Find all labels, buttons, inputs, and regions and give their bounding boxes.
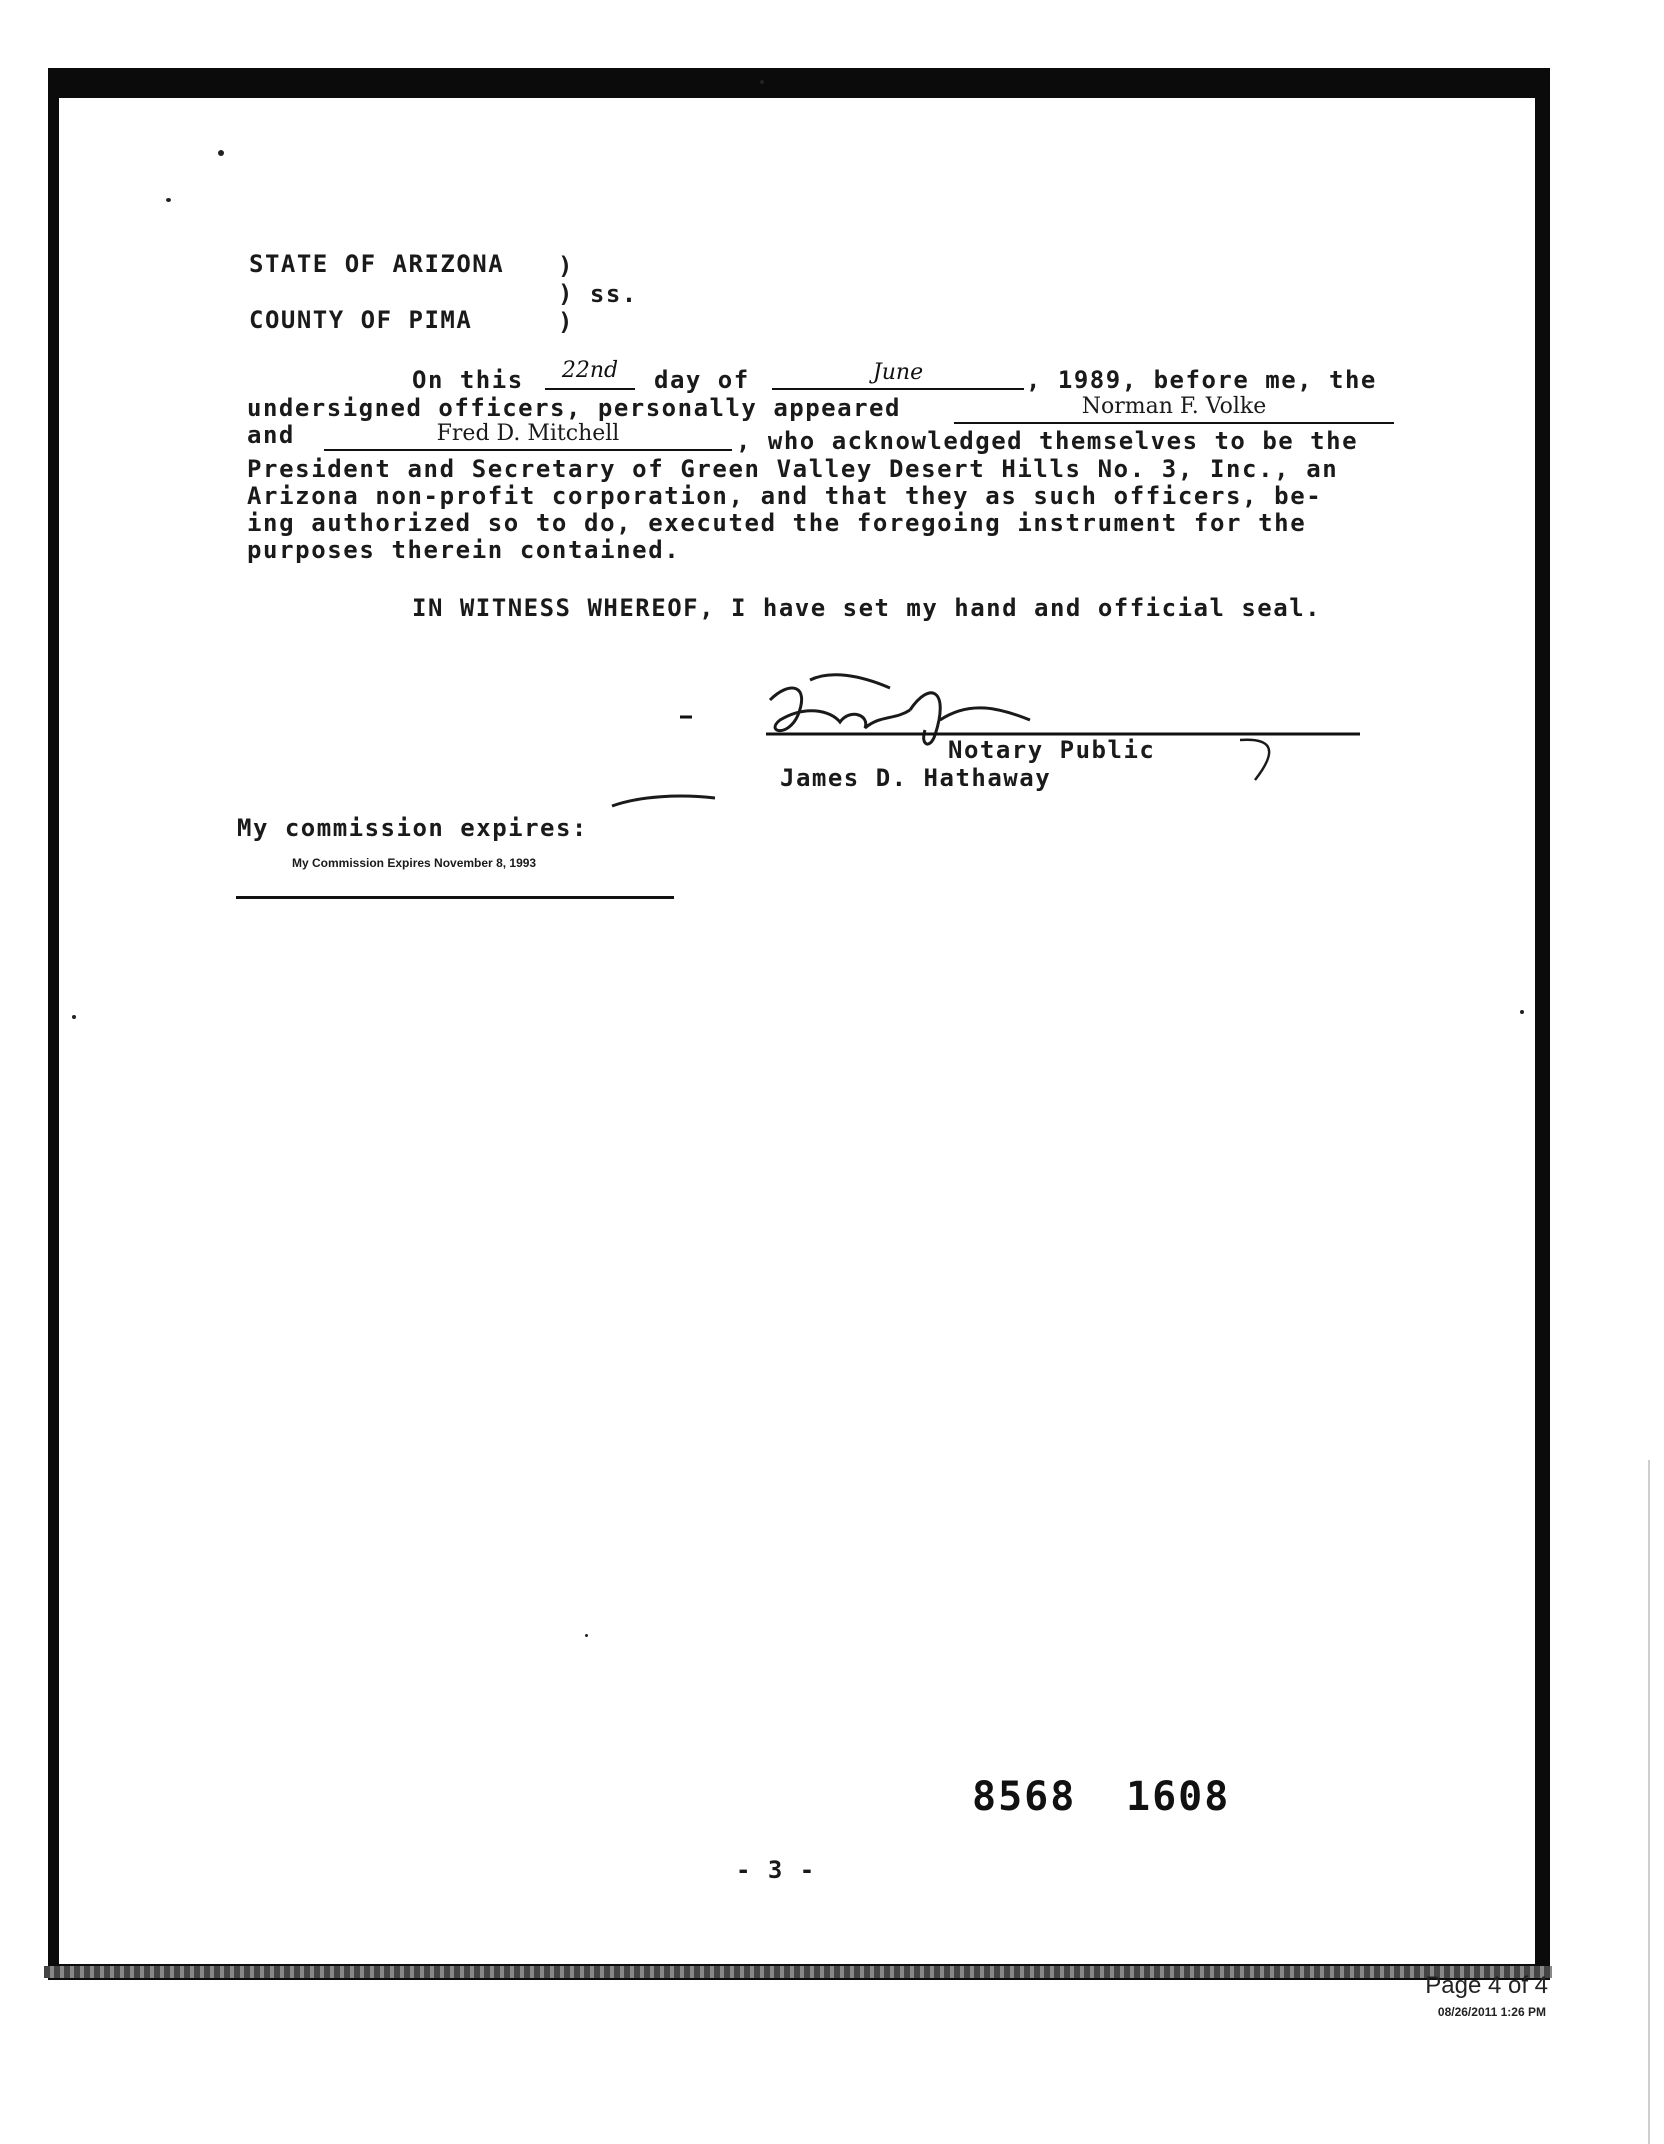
- commission-stamp: My Commission Expires November 8, 1993: [292, 856, 537, 870]
- venue-paren: ): [558, 308, 574, 336]
- ack-line7: purposes therein contained.: [247, 536, 681, 564]
- scan-speck: [166, 198, 171, 202]
- scan-speck: [760, 80, 764, 84]
- notary-title: Notary Public: [948, 736, 1156, 764]
- scan-bottom-band: [44, 1966, 1552, 1978]
- ack-year-text: , 1989, before me, the: [1026, 366, 1377, 394]
- officer2-blank: [324, 421, 732, 451]
- record-page-number: 1608: [1126, 1774, 1231, 1820]
- print-timestamp: 08/26/2011 1:26 PM: [1437, 2005, 1546, 2019]
- ack-on-this: On this: [412, 366, 524, 394]
- record-book-number: 8568: [972, 1774, 1077, 1820]
- scan-speck: [1520, 1010, 1524, 1014]
- officer1-name: Norman F. Volke: [1081, 394, 1267, 419]
- venue-ss: ) ss.: [558, 280, 638, 308]
- scan-speck: [585, 1634, 588, 1637]
- scan-speck: [218, 150, 224, 156]
- venue-paren: ): [558, 252, 574, 280]
- day-blank: [545, 358, 635, 390]
- commission-label: My commission expires:: [237, 814, 588, 842]
- handwritten-month: June: [872, 360, 924, 385]
- officer2-name: Fred D. Mitchell: [436, 421, 620, 446]
- ack-line6: ing authorized so to do, executed the foregoing instrument for the: [247, 509, 1307, 537]
- venue-state: STATE OF ARIZONA: [249, 250, 505, 278]
- ack-line3: , who acknowledged themselves to be the: [736, 427, 1359, 455]
- commission-rule: [236, 896, 674, 899]
- page-counter: Page 4 of 4: [1425, 1972, 1548, 1999]
- scan-speck: [72, 1015, 76, 1019]
- notary-name: James D. Hathaway: [780, 764, 1052, 792]
- witness-clause: IN WITNESS WHEREOF, I have set my hand and official seal.: [412, 594, 1322, 622]
- scan-edge: [1648, 1460, 1650, 2144]
- commission-stroke: [610, 790, 720, 810]
- ack-line4: President and Secretary of Green Valley Desert Hills No. 3, Inc., an: [247, 455, 1339, 483]
- officer1-blank: [954, 394, 1394, 424]
- ack-day-of: day of: [654, 366, 750, 394]
- ack-and: and: [247, 421, 295, 449]
- ack-line5: Arizona non-profit corporation, and that they as such officers, be-: [247, 482, 1323, 510]
- month-blank: [772, 360, 1024, 390]
- page-marker: - 3 -: [736, 1856, 816, 1884]
- handwritten-day: 22nd: [561, 358, 619, 383]
- ack-line2: undersigned officers, personally appeared: [247, 394, 901, 422]
- venue-county: COUNTY OF PIMA: [249, 306, 473, 334]
